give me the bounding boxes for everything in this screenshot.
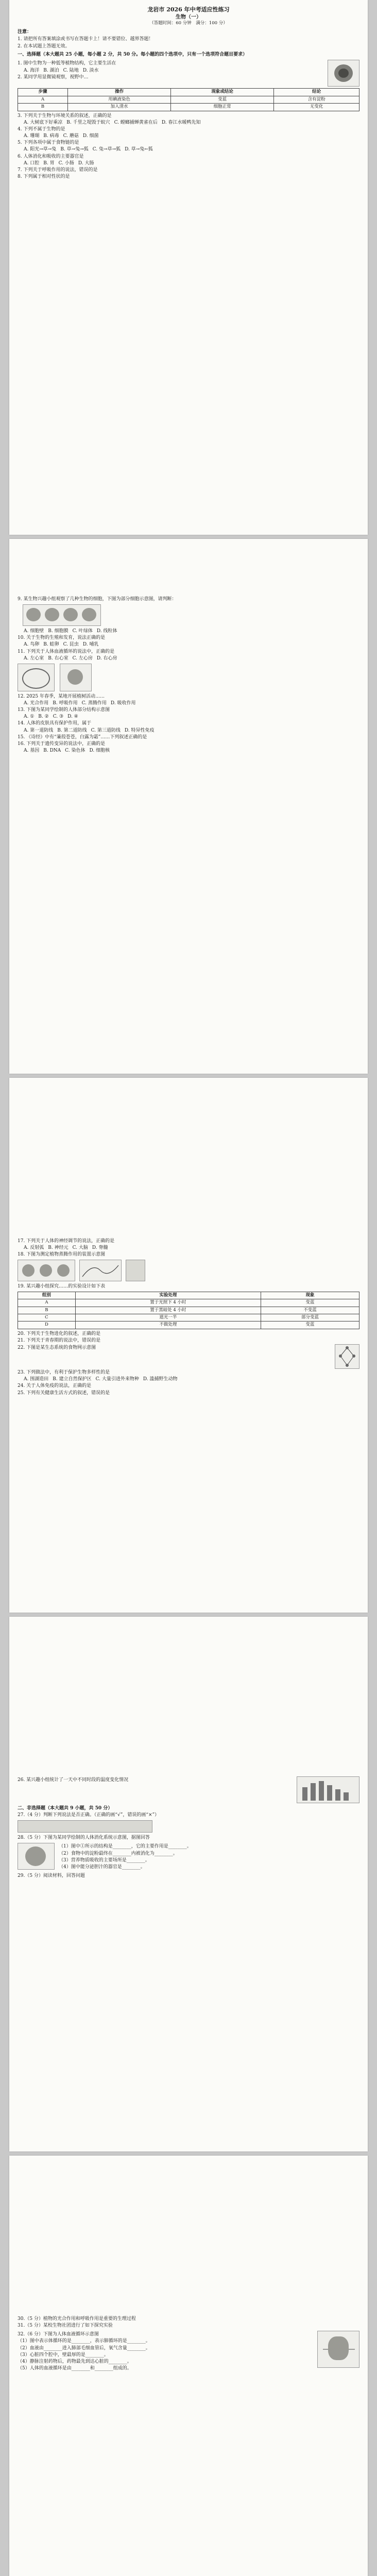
answer-line: （4）静脉注射药物后，药物最先到达心脏的________。 xyxy=(18,2359,132,2364)
option: B. 湖泊 xyxy=(43,67,59,73)
option: B. 病毒 xyxy=(43,133,59,139)
figure-food-web xyxy=(335,1344,359,1369)
figure-strip xyxy=(18,1820,152,1833)
exam-subject: 生物（一） xyxy=(176,14,201,20)
answer-line: （2）食物中的淀粉最终在________内被消化为________。 xyxy=(59,1851,178,1856)
table-cell: 含有淀粉 xyxy=(274,96,359,103)
section-2-heading: 二、非选择题（本大题共 9 小题，共 50 分） xyxy=(18,1806,113,1811)
question-27: 27.（4 分）判断下列说法是否正确。（正确的画“√”，错误的画“×”） xyxy=(18,1812,160,1818)
option: D. 吸收作用 xyxy=(110,700,136,706)
option: B. 神经元 xyxy=(48,1245,68,1251)
option: D. 右心房 xyxy=(96,655,117,661)
option: A. 反射弧 xyxy=(24,1245,44,1251)
notice-label: 注意： xyxy=(18,29,32,35)
table-cell: A xyxy=(18,96,68,103)
table-cell: A xyxy=(18,1299,76,1307)
question-25: 25. 下列有关健康生活方式的叙述，错误的是 xyxy=(18,1390,110,1396)
question-20: 20. 下列关于生物进化的叙述，正确的是 xyxy=(18,1331,101,1336)
exam-meta: （答题时间：60 分钟 满分：100 分） xyxy=(149,21,228,26)
page-2 xyxy=(9,539,368,1074)
table-row xyxy=(18,1314,359,1321)
option: A. 鸟卵 xyxy=(24,642,40,648)
figure-bar-chart xyxy=(297,1776,359,1803)
table-cell: 部分变蓝 xyxy=(261,1314,359,1321)
option: D. 细胞核 xyxy=(89,748,110,753)
table-cell: 加入清水 xyxy=(68,104,171,111)
option: D. 线粒体 xyxy=(96,629,117,634)
page-5 xyxy=(9,2156,368,2576)
option: A. 阳光→草→兔 xyxy=(24,147,57,152)
question-29: 29.（5 分）阅读材料，回答问题 xyxy=(18,1873,85,1878)
option: C. 陆地 xyxy=(63,67,79,73)
page-3 xyxy=(9,1078,368,1613)
table-cell: 细胞正常 xyxy=(171,104,274,111)
table-header: 操作 xyxy=(68,89,171,96)
option: C. 昆虫 xyxy=(63,642,79,648)
table-cell: 变蓝 xyxy=(261,1321,359,1329)
table-header: 结论 xyxy=(274,89,359,96)
vessel-icon xyxy=(318,2331,359,2367)
option: B. 蛙卵 xyxy=(43,642,59,648)
option: C. 蘑菇 xyxy=(63,133,79,139)
section-heading: 一、选择题（本大题共 25 小题，每小题 2 分，共 50 分。每小题的四个选项中，只有一个选项符合题目要求） xyxy=(18,52,248,58)
question-5: 5. 下列各项中属于食物链的是 xyxy=(18,140,79,146)
table-header: 步骤 xyxy=(18,89,68,96)
option: C. 蒸腾作用 xyxy=(81,700,107,706)
option: C. 第三道防线 xyxy=(91,727,121,733)
table-cell: 置于黑暗处 4 小时 xyxy=(75,1307,261,1314)
question-10: 10. 关于生物的生殖和发育，说法正确的是 xyxy=(18,635,106,641)
option: C. 小肠 xyxy=(58,160,74,166)
table-cell: 用碘液染色 xyxy=(68,96,171,103)
curve-icon xyxy=(80,1260,121,1281)
table-header: 现象 xyxy=(261,1292,359,1299)
table-header: 实验处理 xyxy=(75,1292,261,1299)
answer-line: （5）人体的血液循环是由________和________组成的。 xyxy=(18,2365,132,2371)
table-cell: 变蓝 xyxy=(261,1299,359,1307)
data-table xyxy=(18,88,359,111)
table-header: 组别 xyxy=(18,1292,76,1299)
option: C. 叶绿体 xyxy=(72,629,93,634)
question-22: 22. 下图是某生态系统的食物网示意图 xyxy=(18,1345,96,1351)
exam-title: 龙岩市 2026 年中考适应性练习 xyxy=(147,6,230,13)
table-row xyxy=(18,1321,359,1329)
answer-line: （3）营养物质吸收的主要场所是________。 xyxy=(59,1857,150,1863)
table-row xyxy=(18,1299,359,1307)
table-cell: B xyxy=(18,104,68,111)
question-12: 12. 2025 年春季，某地开展植树活动…… xyxy=(18,693,105,699)
question-18: 18. 下图为测定植物蒸腾作用的装置示意图 xyxy=(18,1252,106,1258)
option: B. 草→兔→狐 xyxy=(60,147,89,152)
question-21: 21. 下列关于青春期的说法中，错误的是 xyxy=(18,1338,101,1344)
question-1: 1. 图中生物为一种低等植物结构，它主要生活在 xyxy=(18,61,116,66)
answer-line: （1）图中①所示的结构是________，它的主要作用是________。 xyxy=(59,1844,192,1850)
bar-chart-icon xyxy=(297,1777,359,1803)
question-32: 32.（6 分）下图为人体血液循环示意图 xyxy=(18,2332,99,2337)
option: A. 珊瑚 xyxy=(24,133,40,139)
option: A. 大树底下好乘凉 xyxy=(24,120,63,125)
answer-line: （2）血液由________进入肺部毛细血管后，氧气含量________。 xyxy=(18,2345,150,2351)
page-4 xyxy=(9,1617,368,2151)
question-15: 15. 《诗经》中有“蒹葭苍苍，白露为霜”……下列叙述正确的是 xyxy=(18,734,147,740)
question-8: 8. 下列属于相对性状的是 xyxy=(18,174,70,180)
table-cell: 遮光一半 xyxy=(75,1314,261,1321)
option: A. 围湖造田 xyxy=(24,1377,49,1382)
option: B. 建立自然保护区 xyxy=(53,1377,92,1382)
table-row xyxy=(18,104,359,111)
answer-line: （1）图中表示体循环的是________，表示肺循环的是________。 xyxy=(18,2338,150,2344)
option: A. 左心室 xyxy=(24,655,44,661)
option: C. ③ xyxy=(53,714,64,720)
option: B. 胃 xyxy=(43,160,55,166)
option: B. 细胞膜 xyxy=(48,629,68,634)
option: B. DNA xyxy=(43,748,61,753)
option: D. 大肠 xyxy=(78,160,94,166)
option: C. 大量引进外来物种 xyxy=(95,1377,139,1382)
table-row xyxy=(18,1307,359,1314)
option: C. 染色体 xyxy=(65,748,85,753)
question-13: 13. 下图为某同学绘制的人体部分结构示意图 xyxy=(18,707,110,713)
option: D. 春江水暖鸭先知 xyxy=(161,120,201,125)
option: D. 淡水 xyxy=(82,67,99,73)
option: D. 哺乳 xyxy=(82,642,99,648)
table-cell: 不变蓝 xyxy=(261,1307,359,1314)
option: A. 口腔 xyxy=(24,160,40,166)
table-row xyxy=(18,96,359,103)
option: A. 第一道防线 xyxy=(24,727,54,733)
page-1 xyxy=(9,0,368,535)
question-31: 31.（5 分）某校生物社团进行了如下探究实验 xyxy=(18,2323,113,2329)
question-16: 16. 下列关于遗传变异的说法中，正确的是 xyxy=(18,741,106,747)
table-cell: C xyxy=(18,1314,76,1321)
figure-structure xyxy=(18,664,55,691)
option: A. 细胞壁 xyxy=(24,629,44,634)
answer-line: （4）图中能分泌胆汁的器官是________。 xyxy=(59,1864,145,1870)
option: A. 海洋 xyxy=(24,67,40,73)
option: C. 左心房 xyxy=(72,655,93,661)
option: D. 脊髓 xyxy=(92,1245,108,1251)
question-26: 26. 某兴趣小组统计了一天中不同时段的温度变化情况 xyxy=(18,1777,129,1783)
figure-curve xyxy=(79,1260,122,1281)
figure-organism xyxy=(328,60,359,87)
option: A. 光合作用 xyxy=(24,700,49,706)
question-2: 2. 某同学用显微镜观察，视野中… xyxy=(18,74,89,80)
option: D. 特异性免疫 xyxy=(124,727,155,733)
question-6: 6. 人体消化和吸收的主要器官是 xyxy=(18,154,84,159)
option: D. 滥捕野生动物 xyxy=(143,1377,178,1382)
figure-cells xyxy=(23,604,101,626)
option: A. ① xyxy=(24,714,35,720)
figure-circulation xyxy=(317,2331,359,2368)
question-23: 23. 下列做法中，有利于保护生物多样性的是 xyxy=(18,1370,110,1376)
option: B. 第二道防线 xyxy=(57,727,87,733)
question-9: 9. 某生物兴趣小组观察了几种生物的细胞，下图为部分细胞示意图，请判断： xyxy=(18,597,177,602)
notice-line: 1. 请把所有答案填涂或书写在答题卡上！请不要错位、越界答题！ xyxy=(18,36,153,42)
option: C. 大脑 xyxy=(72,1245,88,1251)
option: B. ② xyxy=(38,714,49,720)
table-header: 现象或结论 xyxy=(171,89,274,96)
question-30: 30.（5 分）植物的光合作用和呼吸作用是重要的生理过程 xyxy=(18,2316,136,2321)
food-web-icon xyxy=(335,1345,359,1368)
question-14: 14. 人体的皮肤具有保护作用，属于 xyxy=(18,721,92,726)
figure-digestive xyxy=(18,1843,55,1870)
table-cell: D xyxy=(18,1321,76,1329)
option: D. 细菌 xyxy=(82,133,99,139)
figure-organ xyxy=(60,664,92,691)
option: D. 草→兔←狐 xyxy=(125,147,153,152)
experiment-table xyxy=(18,1292,359,1329)
option: B. 呼吸作用 xyxy=(53,700,78,706)
option: B. 千里之堤毁于蚁穴 xyxy=(66,120,110,125)
question-28: 28.（5 分）下图为某同学绘制的人体消化系统示意图，据图回答 xyxy=(18,1835,150,1841)
table-cell: 无变化 xyxy=(274,104,359,111)
question-19: 19. 某兴趣小组探究……的实验设计如下表 xyxy=(18,1284,106,1290)
figure-photo xyxy=(126,1260,145,1281)
answer-line: （3）心脏四个腔中，壁最厚的是________。 xyxy=(18,2352,109,2358)
question-3: 3. 下列关于生物与环境关系的叙述，正确的是 xyxy=(18,113,112,118)
option: A. 基因 xyxy=(24,748,40,753)
figure-apparatus xyxy=(18,1260,75,1281)
question-7: 7. 下列关于呼吸作用的说法，错误的是 xyxy=(18,167,98,173)
question-17: 17. 下列关于人体的神经调节的说法，正确的是 xyxy=(18,1239,115,1244)
option: D. ④ xyxy=(67,714,78,720)
table-cell: 置于光照下 4 小时 xyxy=(75,1299,261,1307)
question-11: 11. 下列关于人体血液循环的说法中，正确的是 xyxy=(18,649,115,654)
notice-line: 2. 在本试题上答题无效。 xyxy=(18,44,70,49)
table-cell: B xyxy=(18,1307,76,1314)
option: B. 右心室 xyxy=(48,655,68,661)
question-4: 4. 下列不属于生物的是 xyxy=(18,127,65,132)
option: C. 兔→草→狐 xyxy=(92,147,121,152)
option: C. 螳螂捕蝉黄雀在后 xyxy=(114,120,158,125)
table-cell: 不做处理 xyxy=(75,1321,261,1329)
question-24: 24. 关于人体免疫的说法，正确的是 xyxy=(18,1383,92,1389)
table-cell: 变蓝 xyxy=(171,96,274,103)
